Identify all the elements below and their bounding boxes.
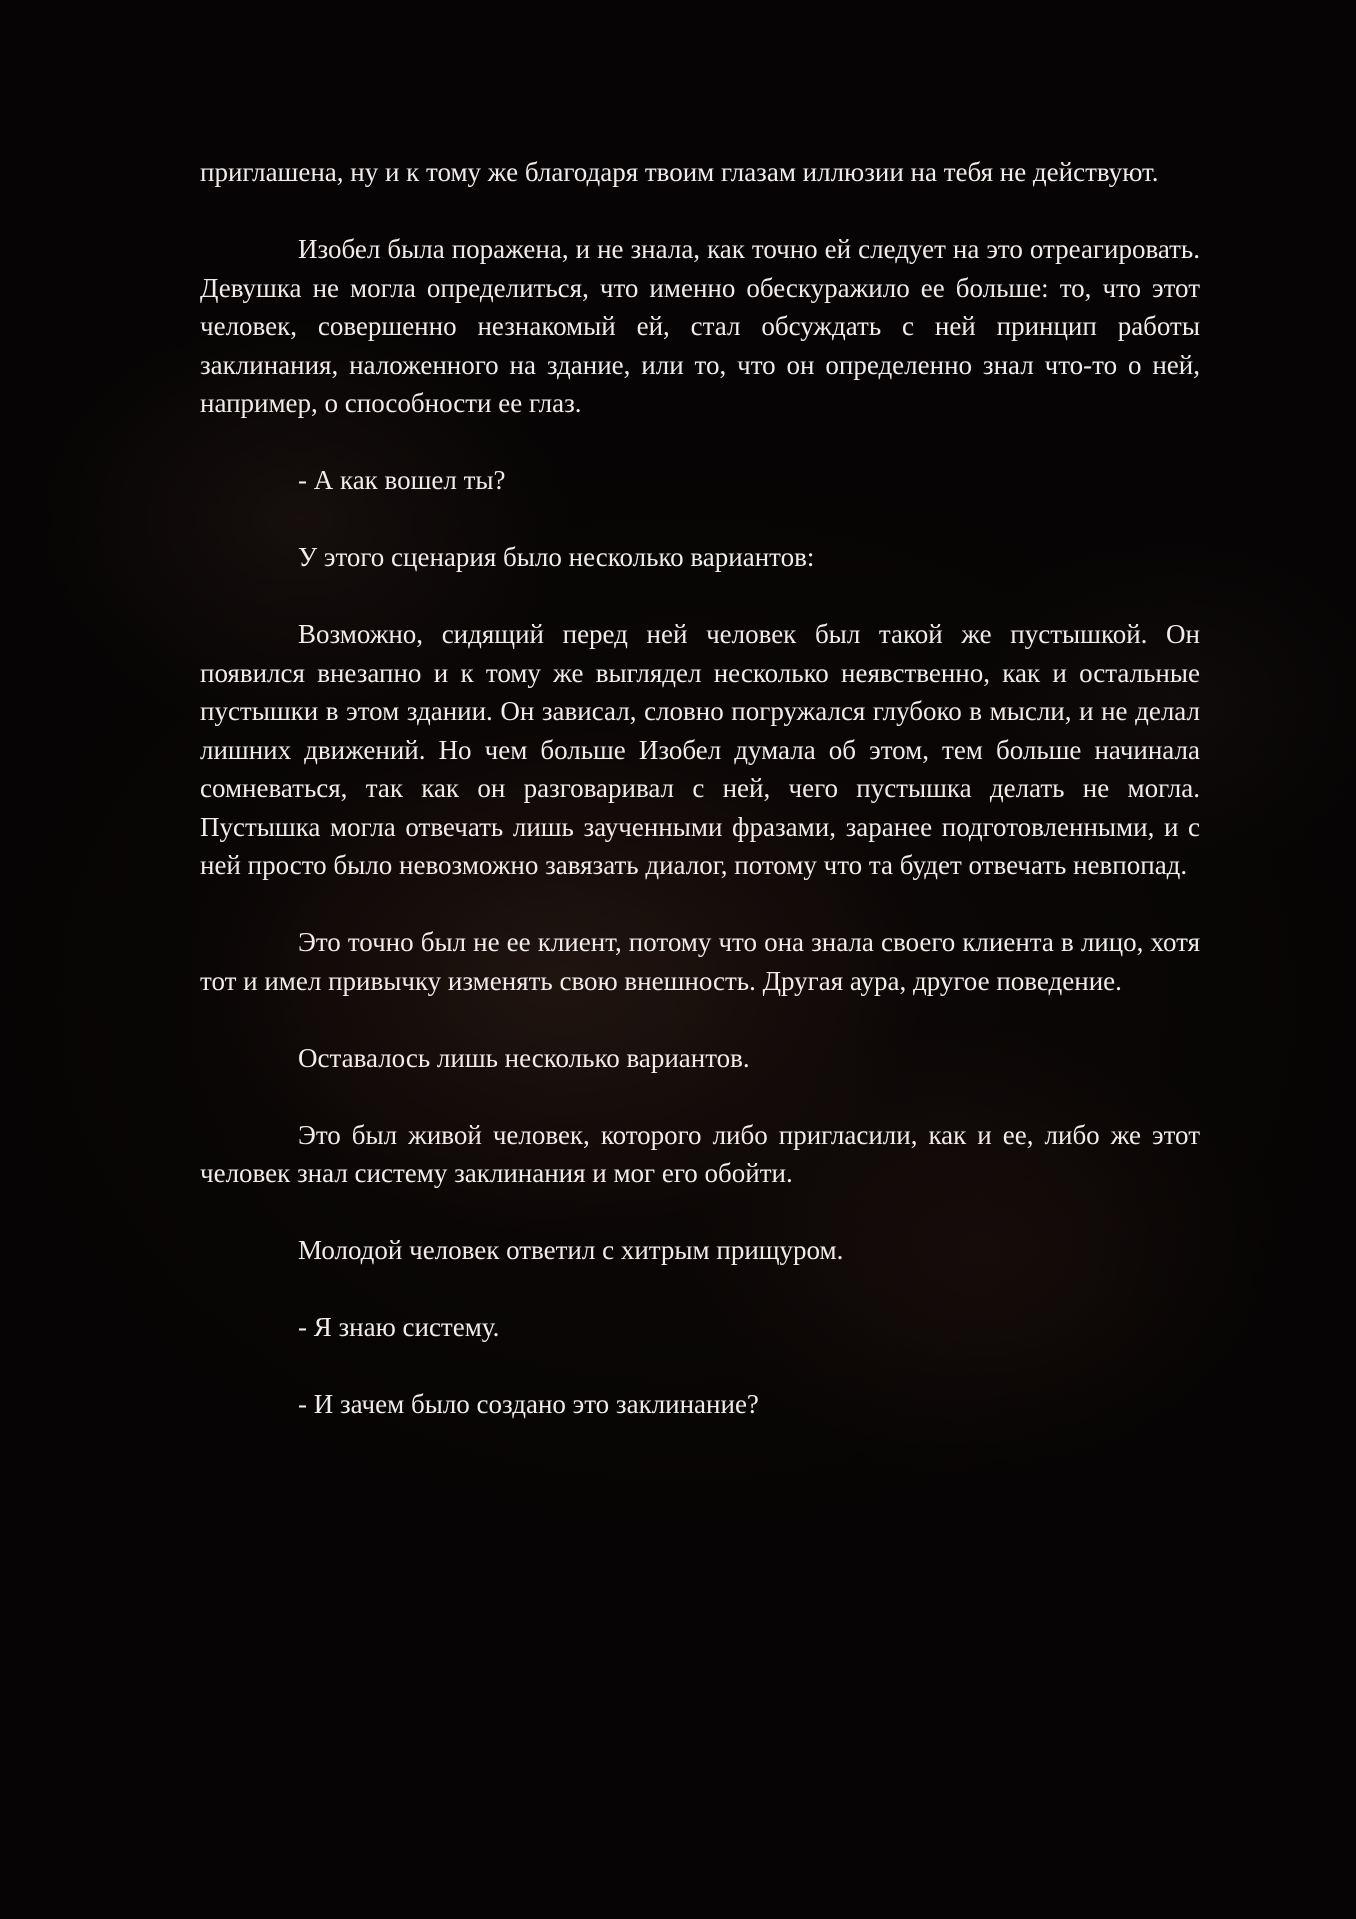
paragraph: Оставалось лишь несколько вариантов. <box>298 1042 750 1073</box>
paragraph: приглашена, ну и к тому же благодаря твоим глазам иллюзии на тебя не действуют. <box>200 157 1159 187</box>
dialogue-line: - А как вошел ты? <box>298 465 506 495</box>
paragraph: Это был живой человек, которого либо пригласили, как и ее, либо же этот человек знал систему заклинания и мог его обойти. <box>200 1119 1200 1188</box>
text-page <box>200 153 1200 1424</box>
dialogue-line: - И зачем было создано это заклинание? <box>298 1389 759 1419</box>
paragraph: У этого сценария было несколько вариантов: <box>298 542 815 572</box>
dialogue-line: - Я знаю систему. <box>298 1312 500 1342</box>
paragraph: Изобел была поражена, и не знала, как точно ей следует на это отреагировать. Девушка не могла определиться, что именно обескуражило ее больше: то, что этот человек, совершенно незнакомый ей, стал обсуждать с ней принцип работы заклинания, наложенного на здание, или то, что он определенно знал что-то о ней, например, о способности ее глаз. <box>200 234 1200 418</box>
paragraph: Возможно, сидящий перед ней человек был такой же пустышкой. Он появился внезапно и к тому же выглядел несколько неявственно, как и остальные пустышки в этом здании. Он зависал, словно погружался глубоко в мысли, и не делал лишних движений. Но чем больше Изобел думала об этом, тем больше начинала сомневаться, так как он разговаривал с ней, чего пустышка делать не могла. Пустышка могла отвечать лишь заученными фразами, заранее подготовленными, и с ней просто было невозможно завязать диалог, потому что та будет отвечать невпопад. <box>200 619 1200 880</box>
paragraph: Это точно был не ее клиент, потому что она знала своего клиента в лицо, хотя тот и имел привычку изменять свою внешность. Другая аура, другое поведение. <box>200 927 1200 996</box>
paragraph: Молодой человек ответил с хитрым прищуром. <box>298 1235 844 1265</box>
